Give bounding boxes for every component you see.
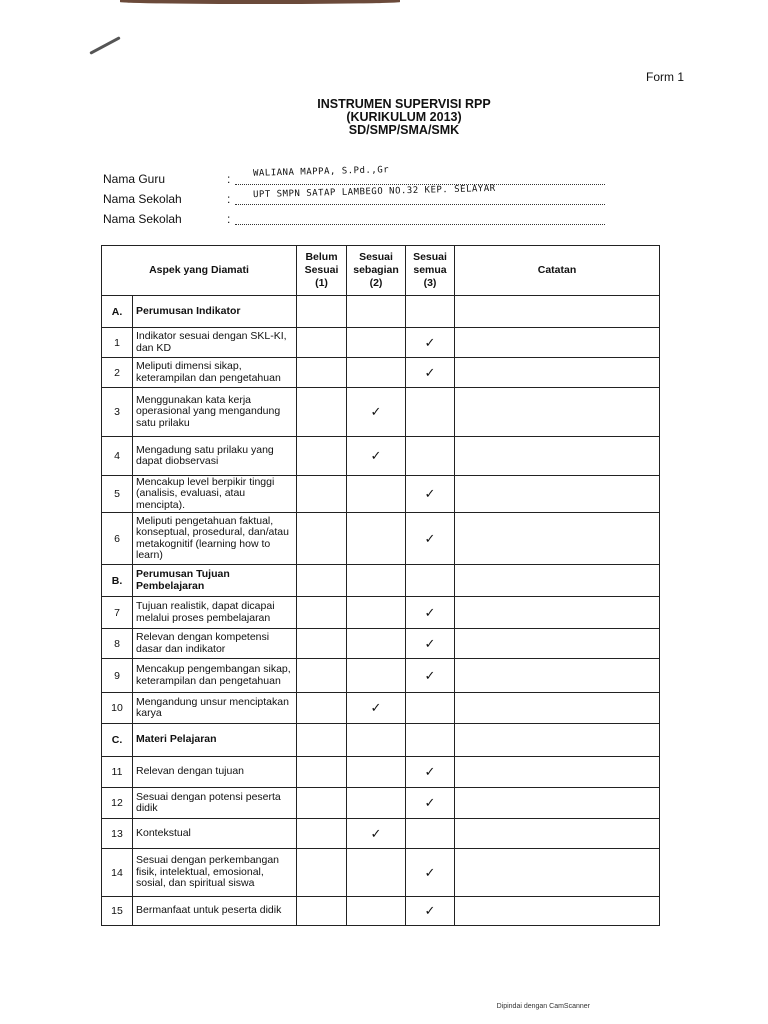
aspect-text: Sesuai dengan perkembangan fisik, intelektual, emosional, sosial, dan spiritual siswa [133,849,297,897]
row-number: A. [102,296,133,328]
score-cell-1 [297,513,347,565]
aspect-text: Relevan dengan kompetensi dasar dan indikator [133,629,297,659]
row-number: B. [102,565,133,597]
table-row [102,476,660,513]
notes-cell [455,659,660,693]
score-cell-3 [406,437,455,476]
row-number: 9 [102,659,133,693]
score-cell-3 [406,788,455,819]
score-cell-2 [347,849,406,897]
table-row [102,849,660,897]
header-aspect: Aspek yang Diamati [102,246,297,296]
score-cell-1 [297,388,347,437]
check-mark-icon: ✓ [424,864,436,880]
score-cell-2 [347,724,406,757]
score-cell-1 [297,724,347,757]
score-cell-2 [347,358,406,388]
table-row [102,437,660,476]
row-number: 8 [102,629,133,659]
score-cell-3 [406,629,455,659]
notes-cell [455,597,660,629]
table-row [102,693,660,724]
notes-cell [455,358,660,388]
title-line-1: INSTRUMEN SUPERVISI RPP [317,97,491,111]
score-cell-2 [347,565,406,597]
score-cell-3 [406,513,455,565]
scanner-footer: Dipindai dengan CamScanner [496,1003,590,1010]
row-number: 6 [102,513,133,565]
check-mark-icon: ✓ [370,448,382,463]
score-cell-1 [297,659,347,693]
header-notes: Catatan [455,246,660,296]
header-col-1: Belum Sesuai (1) [297,246,347,296]
notes-cell [455,724,660,757]
score-cell-1 [297,629,347,659]
table-row [102,388,660,437]
table-row [102,788,660,819]
score-cell-1 [297,358,347,388]
table-row [102,659,660,693]
table-row [102,629,660,659]
row-number: 1 [102,328,133,358]
check-mark-icon: ✓ [424,334,436,350]
aspect-text: Mencakup level berpikir tinggi (analisis, evaluasi, atau mencipta). [133,476,297,513]
check-mark-icon: ✓ [424,486,436,501]
staple-mark [89,36,120,55]
supervision-table [101,245,660,926]
score-cell-2 [347,897,406,926]
section-row [102,724,660,757]
row-number: 7 [102,597,133,629]
score-cell-2 [347,659,406,693]
aspect-text: Mengadung satu prilaku yang dapat diobservasi [133,437,297,476]
aspect-text: Bermanfaat untuk peserta didik [133,897,297,926]
row-number: 2 [102,358,133,388]
notes-cell [455,897,660,926]
table-row [102,757,660,788]
score-cell-3 [406,358,455,388]
header-col-2: Sesuai sebagian (2) [347,246,406,296]
info-label: Nama Sekolah [103,192,182,206]
notes-cell [455,328,660,358]
row-number: 11 [102,757,133,788]
aspect-text: Kontekstual [133,819,297,849]
score-cell-1 [297,565,347,597]
row-number: 12 [102,788,133,819]
score-cell-1 [297,757,347,788]
section-title: Perumusan Indikator [133,296,297,328]
notes-cell [455,819,660,849]
notes-cell [455,437,660,476]
notes-cell [455,565,660,597]
notes-cell [455,388,660,437]
score-cell-1 [297,819,347,849]
score-cell-2 [347,296,406,328]
check-mark-icon: ✓ [424,364,436,380]
notes-cell [455,788,660,819]
aspect-text: Tujuan realistik, dapat dicapai melalui proses pembelajaran [133,597,297,629]
score-cell-2 [347,476,406,513]
aspect-text: Menggunakan kata kerja operasional yang mengandung satu prilaku [133,388,297,437]
aspect-text: Relevan dengan tujuan [133,757,297,788]
form-label: Form 1 [645,70,684,84]
score-cell-3 [406,597,455,629]
check-mark-icon: ✓ [424,604,436,620]
document-title [0,98,768,137]
table-row [102,819,660,849]
section-row [102,296,660,328]
score-cell-3 [406,388,455,437]
table-body [102,296,660,926]
row-number: 5 [102,476,133,513]
score-cell-2 [347,388,406,437]
check-mark-icon: ✓ [424,764,436,779]
score-cell-2 [347,328,406,358]
table-row [102,358,660,388]
score-cell-2 [347,513,406,565]
score-cell-3 [406,296,455,328]
check-mark-icon: ✓ [424,903,436,918]
aspect-text: Meliputi dimensi sikap, keterampilan dan pengetahuan [133,358,297,388]
notes-cell [455,476,660,513]
notes-cell [455,629,660,659]
title-line-3: SD/SMP/SMA/SMK [348,123,460,137]
score-cell-2 [347,819,406,849]
handwritten-teacher-name: WALIANA MAPPA, S.Pd.,Gr [252,165,390,179]
row-number: 10 [102,693,133,724]
check-mark-icon: ✓ [370,825,382,841]
info-label: Nama Sekolah [103,212,182,226]
notes-cell [455,513,660,565]
check-mark-icon: ✓ [370,404,382,419]
score-cell-3 [406,819,455,849]
section-title: Materi Pelajaran [133,724,297,757]
score-cell-1 [297,437,347,476]
score-cell-2 [347,597,406,629]
score-cell-1 [297,476,347,513]
row-number: 15 [102,897,133,926]
aspect-text: Mencakup pengembangan sikap, keterampilan dan pengetahuan [133,659,297,693]
table-row [102,597,660,629]
score-cell-2 [347,693,406,724]
score-cell-1 [297,788,347,819]
notes-cell [455,849,660,897]
score-cell-3 [406,724,455,757]
row-number: C. [102,724,133,757]
check-mark-icon: ✓ [424,667,436,683]
notes-cell [455,757,660,788]
score-cell-2 [347,757,406,788]
check-mark-icon: ✓ [424,530,436,546]
table-row [102,897,660,926]
score-cell-1 [297,597,347,629]
row-number: 3 [102,388,133,437]
aspect-text: Meliputi pengetahuan faktual, konseptual, prosedural, dan/atau metakognitif (learning how to learn) [133,513,297,565]
aspect-text: Indikator sesuai dengan SKL-KI, dan KD [133,328,297,358]
aspect-text: Mengandung unsur menciptakan karya [133,693,297,724]
check-mark-icon: ✓ [370,700,382,715]
check-mark-icon: ✓ [424,635,436,651]
aspect-text: Sesuai dengan potensi peserta didik [133,788,297,819]
table-row [102,328,660,358]
score-cell-1 [297,296,347,328]
score-cell-1 [297,693,347,724]
score-cell-1 [297,328,347,358]
score-cell-1 [297,897,347,926]
score-cell-2 [347,629,406,659]
score-cell-3 [406,757,455,788]
score-cell-3 [406,476,455,513]
header-col-3: Sesuai semua (3) [406,246,455,296]
check-mark-icon: ✓ [424,795,436,810]
score-cell-3 [406,565,455,597]
score-cell-3 [406,659,455,693]
row-number: 4 [102,437,133,476]
notes-cell [455,693,660,724]
title-line-2: (KURIKULUM 2013) [346,110,462,124]
table-header-row [102,246,660,296]
section-title: Perumusan Tujuan Pembelajaran [133,565,297,597]
row-number: 13 [102,819,133,849]
score-cell-3 [406,328,455,358]
page-top-edge [120,0,400,4]
info-label: Nama Guru [103,172,166,186]
score-cell-3 [406,693,455,724]
row-number: 14 [102,849,133,897]
handwritten-school-name: UPT SMPN SATAP LAMBEGO NO.32 KEP. SELAYAR [252,183,496,201]
info-line [235,212,605,225]
score-cell-1 [297,849,347,897]
score-cell-3 [406,897,455,926]
score-cell-2 [347,437,406,476]
table-row [102,513,660,565]
score-cell-2 [347,788,406,819]
score-cell-3 [406,849,455,897]
notes-cell [455,296,660,328]
section-row [102,565,660,597]
